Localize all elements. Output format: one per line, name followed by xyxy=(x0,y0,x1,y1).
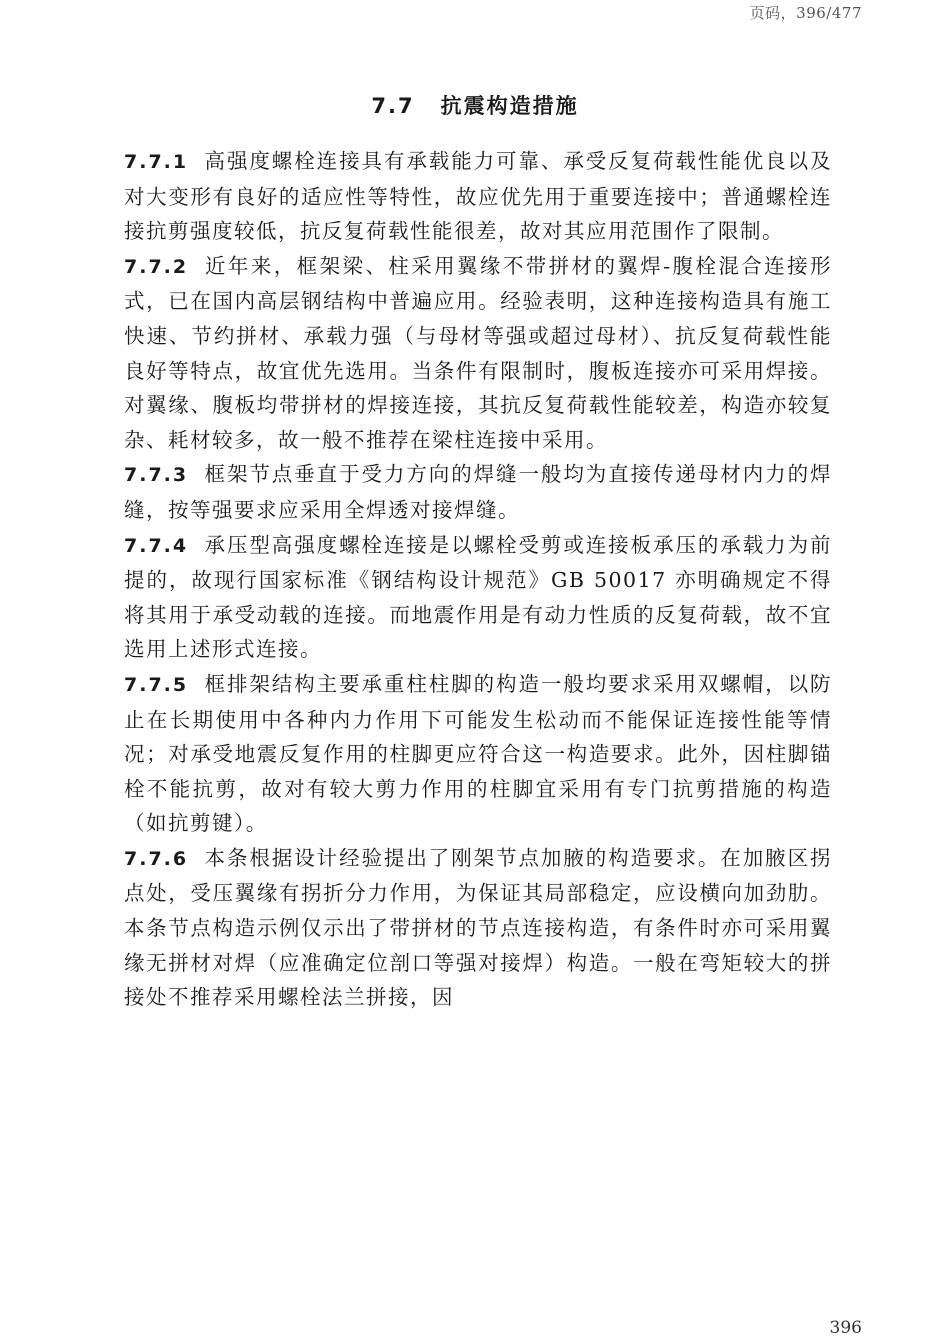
clause-number: 7.7.3 xyxy=(124,464,189,487)
clause-text: 高强度螺栓连接具有承载能力可靠、承受反复荷载性能优良以及对大变形有良好的适应性等特性，故应优先用于重要连接中；普通螺栓连接抗剪强度较低，抗反复荷载性能很差，故对其应用范围作了限制。 xyxy=(124,149,832,244)
clause-text: 本条根据设计经验提出了刚架节点加腋的构造要求。在加腋区拐点处，受压翼缘有拐折分力作用，为保证其局部稳定，应设横向加劲肋。本条节点构造示例仅示出了带拼材的节点连接构造，有条件时亦可采用翼缘无拼材对焊（应准确定位剖口等强对接焊）构造。一般在弯矩较大的拼接处不推荐采用螺栓法兰拼接，因 xyxy=(124,845,832,1010)
clause-number: 7.7.6 xyxy=(124,847,189,870)
clause-text: 框排架结构主要承重柱柱脚的构造一般均要求采用双螺帽，以防止在长期使用中各种内力作用下可能发生松动而不能保证连接性能等情况；对承受地震反复作用的柱脚更应符合这一构造要求。此外，因柱脚锚栓不能抗剪，故对有较大剪力作用的柱脚宜采用有专门抗剪措施的构造（如抗剪键）。 xyxy=(124,671,832,836)
clause-number: 7.7.4 xyxy=(124,534,189,557)
clause-number: 7.7.1 xyxy=(124,151,189,173)
clause-7-7-6 xyxy=(124,841,832,1015)
clause-number: 7.7.5 xyxy=(124,673,189,696)
section-number: 7.7 xyxy=(371,94,415,118)
clause-text: 承压型高强度螺栓连接是以螺栓受剪或连接板承压的承载力为前提的，故现行国家标准《钢结构设计规范》GB 50017 亦明确规定不得将其用于承受动载的连接。而地震作用是有动力性质的反复荷载，故不宜选用上述形式连接。 xyxy=(124,532,832,662)
clause-7-7-1 xyxy=(124,144,832,249)
clause-7-7-5 xyxy=(124,667,832,841)
clause-7-7-3 xyxy=(124,457,832,527)
page-number: 396 xyxy=(829,1318,862,1338)
clause-7-7-2 xyxy=(124,249,832,458)
section-title-text: 抗震构造措施 xyxy=(440,94,579,118)
clause-text: 框架节点垂直于受力方向的焊缝一般均为直接传递母材内力的焊缝，按等强要求应采用全焊透对接焊缝。 xyxy=(124,462,832,522)
clause-7-7-4 xyxy=(124,528,832,667)
clause-number: 7.7.2 xyxy=(124,255,189,278)
page-indicator: 页码，396/477 xyxy=(749,4,862,22)
section-title xyxy=(0,90,950,120)
body-text xyxy=(124,144,832,1015)
clause-text: 近年来，框架梁、柱采用翼缘不带拼材的翼焊-腹栓混合连接形式，已在国内高层钢结构中普遍应用。经验表明，这种连接构造具有施工快速、节约拼材、承载力强（与母材等强或超过母材）、抗反复荷载性能良好等特点，故宜优先选用。当条件有限制时，腹板连接亦可采用焊接。对翼缘、腹板均带拼材的焊接连接，其抗反复荷载性能较差，构造亦较复杂、耗材较多，故一般不推荐在梁柱连接中采用。 xyxy=(124,253,832,452)
